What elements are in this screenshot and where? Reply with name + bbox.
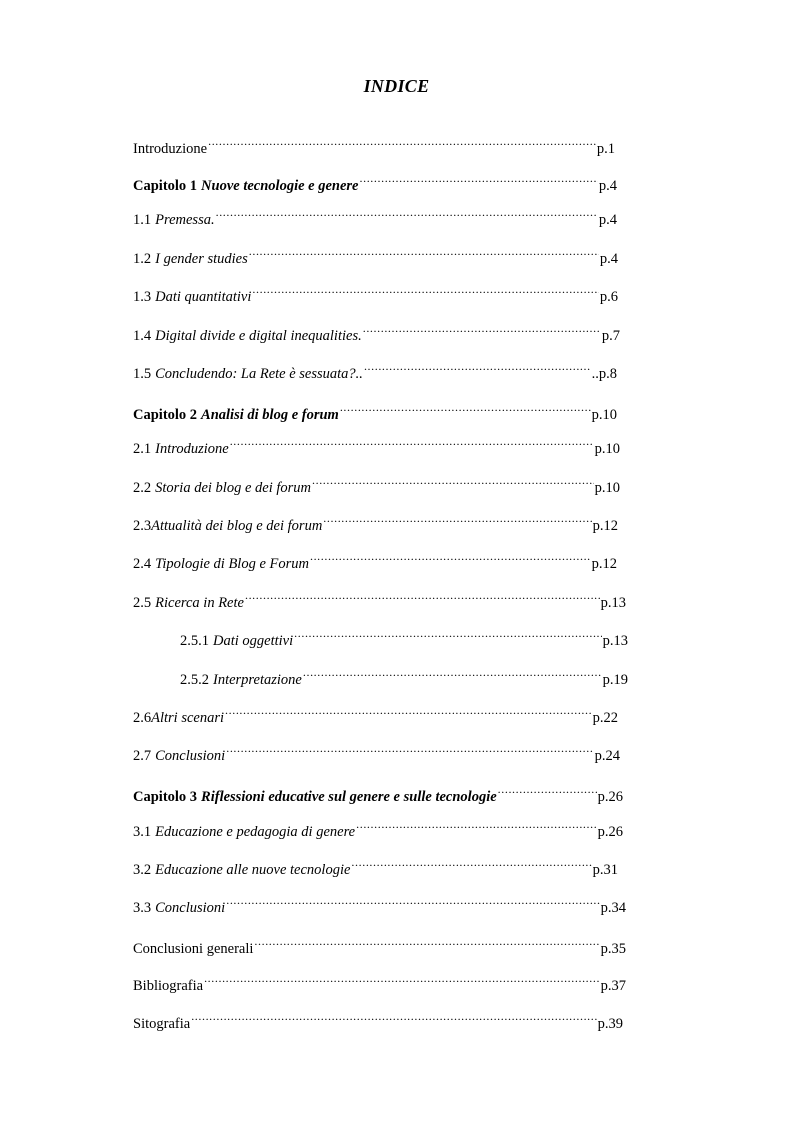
dot-leader: [356, 818, 597, 836]
toc-entry-number: 1.1: [133, 212, 152, 228]
toc-entry-2-4[interactable]: [133, 550, 617, 573]
toc-entry-number: 1.5: [133, 366, 152, 382]
dot-leader: [245, 589, 600, 607]
toc-entry-1-3[interactable]: [133, 283, 618, 306]
toc-entry-conclusioni-generali[interactable]: [133, 935, 626, 958]
toc-entry-title: Riflessioni educative sul genere e sulle tecnologie: [201, 789, 497, 805]
toc-entry-page: p.10: [594, 441, 620, 457]
toc-entry-number: 3.1: [133, 824, 152, 840]
toc-entry-title: I gender studies: [155, 251, 248, 267]
toc-entry-title: Sitografia: [133, 1016, 191, 1032]
dot-leader: [363, 322, 601, 340]
toc-entry-introduzione[interactable]: [133, 135, 615, 158]
toc-entry-title: Conclusioni generali: [133, 941, 254, 957]
toc-entry-page: p.10: [591, 407, 617, 423]
toc-entry-2-7[interactable]: [133, 742, 620, 765]
toc-entry-title: Attualità dei blog e dei forum: [151, 518, 323, 534]
toc-entry-number: 3.2: [133, 862, 152, 878]
toc-entry-title: Nuove tecnologie e genere: [201, 178, 359, 194]
toc-entry-number: 2.1: [133, 441, 152, 457]
toc-entry-title: Concludendo: La Rete è sessuata?..: [155, 366, 363, 382]
toc-entry-1-4[interactable]: [133, 322, 620, 345]
toc-entry-2-1[interactable]: [133, 435, 620, 458]
toc-entry-number: 2.6: [133, 710, 152, 726]
toc-entry-title: Conclusioni: [155, 748, 226, 764]
toc-entry-2-2[interactable]: [133, 474, 620, 497]
toc-entry-page: p.19: [602, 672, 628, 688]
dot-leader: [312, 474, 594, 492]
toc-entry-page: p.7: [601, 328, 620, 344]
toc-entry-page: p.12: [591, 556, 617, 572]
toc-entry-page: p.10: [594, 480, 620, 496]
toc-chapter-number: Capitolo 2: [133, 407, 198, 423]
toc-entry-page: p.37: [600, 978, 626, 994]
toc-entry-page: p.13: [602, 633, 628, 649]
dot-leader: [225, 704, 592, 722]
toc-entry-2-5-1[interactable]: [180, 627, 628, 650]
dot-leader: [303, 666, 602, 684]
toc-entry-number: 2.5.1: [180, 633, 209, 649]
toc-entry-page: p.13: [600, 595, 626, 611]
toc-entry-page: p.12: [592, 518, 618, 534]
toc-chapter-2[interactable]: [133, 401, 617, 424]
dot-leader: [254, 935, 599, 953]
toc-entry-page: ..p.8: [591, 366, 617, 382]
dot-leader: [208, 135, 596, 153]
dot-leader: [216, 206, 598, 224]
toc-entry-number: 2.7: [133, 748, 152, 764]
toc-entry-1-1[interactable]: [133, 206, 617, 229]
dot-leader: [294, 627, 601, 645]
toc-entry-title: Ricerca in Rete: [155, 595, 244, 611]
toc-entry-page: p.39: [597, 1016, 623, 1032]
toc-entry-3-2[interactable]: [133, 856, 618, 879]
toc-entry-number: 2.2: [133, 480, 152, 496]
toc-entry-2-5-2[interactable]: [180, 666, 628, 689]
toc-entry-page: p.4: [598, 212, 617, 228]
dot-leader: [351, 856, 591, 874]
toc-entry-1-5[interactable]: [133, 360, 617, 383]
toc-entry-2-3[interactable]: [133, 512, 618, 535]
toc-entry-title: Digital divide e digital inequalities.: [155, 328, 362, 344]
toc-entry-page: p.35: [600, 941, 626, 957]
toc-entry-2-6[interactable]: [133, 704, 618, 727]
toc-entry-page: p.6: [599, 289, 618, 305]
dot-leader: [230, 435, 594, 453]
dot-leader: [360, 172, 598, 190]
toc-entry-1-2[interactable]: [133, 245, 618, 268]
toc-entry-title: Introduzione: [155, 441, 229, 457]
toc-entry-number: 2.4: [133, 556, 152, 572]
toc-entry-title: Educazione e pedagogia di genere: [155, 824, 356, 840]
toc-entry-page: p.1: [596, 141, 615, 157]
dot-leader: [252, 283, 598, 301]
toc-entry-page: p.31: [592, 862, 618, 878]
toc-entry-2-5[interactable]: [133, 589, 626, 612]
toc-entry-title: Analisi di blog e forum: [201, 407, 339, 423]
dot-leader: [226, 742, 593, 760]
toc-entry-sitografia[interactable]: [133, 1010, 623, 1033]
dot-leader: [191, 1010, 596, 1028]
toc-entry-page: p.26: [597, 789, 623, 805]
toc-entry-number: 2.3: [133, 518, 152, 534]
dot-leader: [364, 360, 591, 378]
toc-entry-page: p.4: [599, 251, 618, 267]
toc-entry-3-3[interactable]: [133, 894, 626, 917]
dot-leader: [498, 783, 597, 801]
dot-leader: [310, 550, 591, 568]
toc-chapter-number: Capitolo 1: [133, 178, 198, 194]
toc-entry-page: p.24: [594, 748, 620, 764]
toc-entry-page: p.4: [598, 178, 617, 194]
toc-chapter-3[interactable]: [133, 783, 623, 806]
dot-leader: [340, 401, 591, 419]
dot-leader: [204, 972, 600, 990]
toc-entry-title: Premessa.: [155, 212, 215, 228]
toc-entry-title: Interpretazione: [213, 672, 302, 688]
toc-entry-title: Altri scenari: [151, 710, 225, 726]
toc-entry-page: p.26: [597, 824, 623, 840]
toc-entry-bibliografia[interactable]: [133, 972, 626, 995]
toc-entry-title: Educazione alle nuove tecnologie: [155, 862, 351, 878]
toc-entry-3-1[interactable]: [133, 818, 623, 841]
toc-entry-number: 1.3: [133, 289, 152, 305]
toc-entry-number: 1.4: [133, 328, 152, 344]
toc-chapter-1[interactable]: [133, 172, 617, 195]
toc-chapter-number: Capitolo 3: [133, 789, 198, 805]
toc-entry-number: 2.5.2: [180, 672, 209, 688]
toc-entry-title: Storia dei blog e dei forum: [155, 480, 311, 496]
toc-entry-number: 1.2: [133, 251, 152, 267]
dot-leader: [226, 894, 599, 912]
toc-entry-number: 2.5: [133, 595, 152, 611]
toc-entry-title: Bibliografia: [133, 978, 204, 994]
page-title: INDICE: [363, 76, 430, 96]
toc-entry-page: p.34: [600, 900, 626, 916]
toc-entry-title: Introduzione: [133, 141, 208, 157]
toc-entry-title: Dati quantitativi: [155, 289, 252, 305]
dot-leader: [323, 512, 591, 530]
toc-entry-page: p.22: [592, 710, 618, 726]
toc-entry-title: Dati oggettivi: [213, 633, 294, 649]
dot-leader: [249, 245, 599, 263]
toc-entry-title: Tipologie di Blog e Forum: [155, 556, 309, 572]
toc-entry-title: Conclusioni: [155, 900, 226, 916]
toc-entry-number: 3.3: [133, 900, 152, 916]
